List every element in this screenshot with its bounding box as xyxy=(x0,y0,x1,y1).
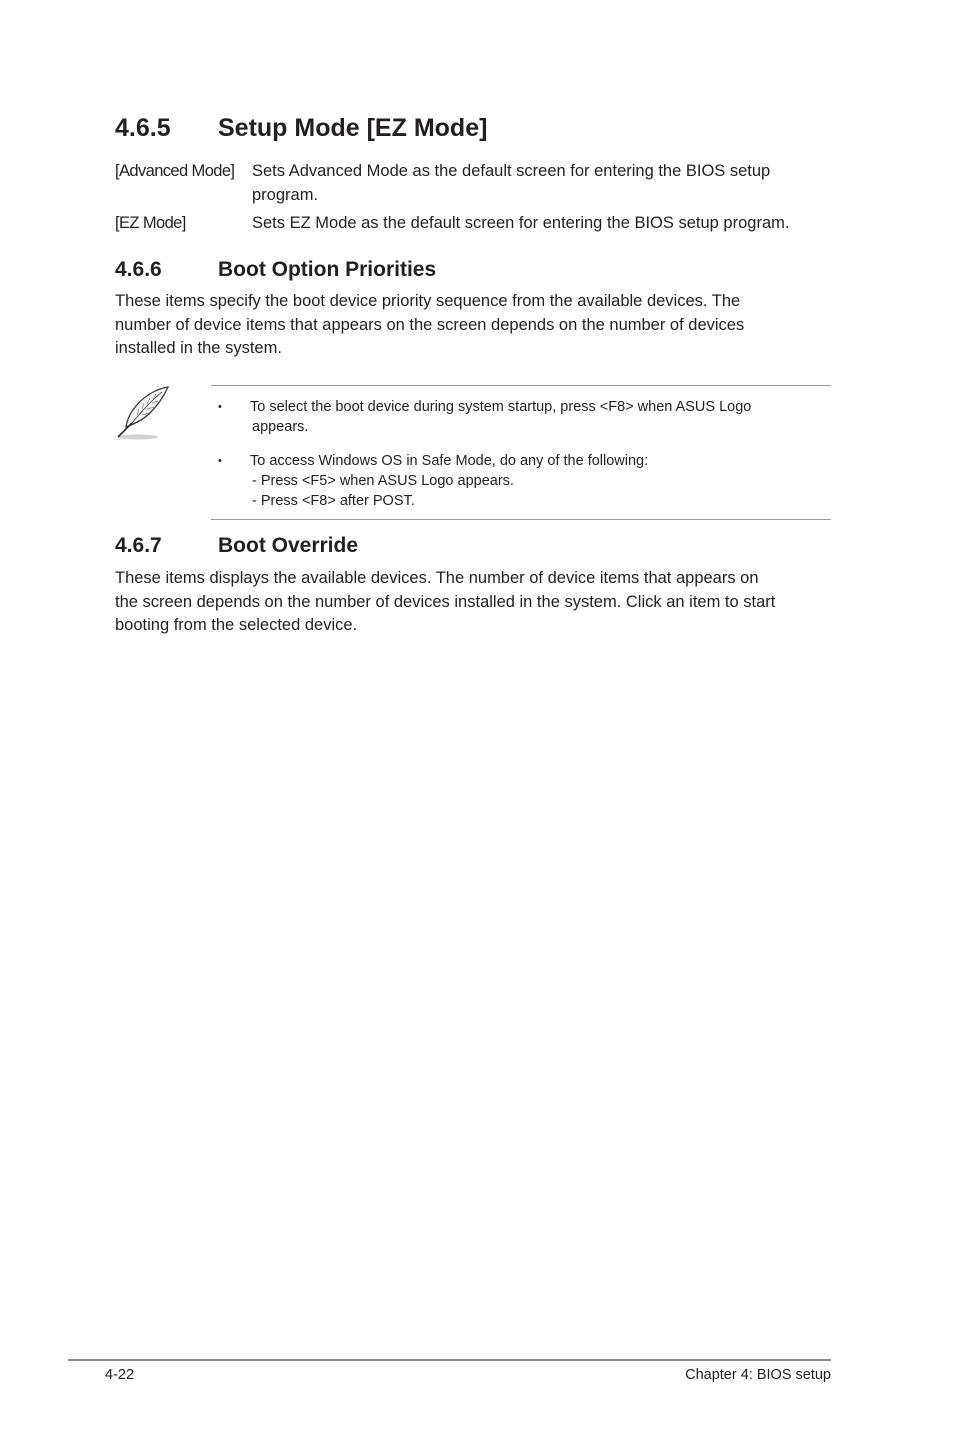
paragraph-line: installed in the system. xyxy=(115,339,282,357)
note-line: appears. xyxy=(252,419,309,435)
paragraph-line: These items specify the boot device priority sequence from the available devices. The xyxy=(115,292,741,310)
section-number: 4.6.5 xyxy=(115,114,171,142)
section-heading-setup-mode xyxy=(115,114,487,143)
note-top-rule xyxy=(211,385,831,386)
footer-rule xyxy=(68,1359,831,1361)
note-item-text xyxy=(250,397,810,437)
bullet: • xyxy=(218,455,222,467)
note-line: To select the boot device during system startup, press <F8> when ASUS Logo xyxy=(250,399,752,415)
section-number: 4.6.7 xyxy=(115,534,162,557)
option-key: [Advanced Mode] xyxy=(115,162,235,180)
note-line: To access Windows OS in Safe Mode, do any of the following: xyxy=(250,453,649,469)
note-feather-icon xyxy=(112,384,172,442)
paragraph-line: booting from the selected device. xyxy=(115,616,358,634)
section-paragraph xyxy=(115,290,825,361)
paragraph-line: the screen depends on the number of devices installed in the system. Click an item to start xyxy=(115,592,776,611)
section-title: Boot Option Priorities xyxy=(218,258,437,281)
section-paragraph xyxy=(115,567,825,638)
note-item xyxy=(218,397,828,439)
section-title: Setup Mode [EZ Mode] xyxy=(218,114,488,142)
chapter-title: Chapter 4: BIOS setup xyxy=(685,1367,831,1383)
paragraph-line: number of device items that appears on the screen depends on the number of devices xyxy=(115,315,745,334)
note-bottom-rule xyxy=(211,519,831,520)
option-description xyxy=(252,160,842,207)
option-description xyxy=(252,212,842,236)
bullet: • xyxy=(218,401,222,413)
option-key: [EZ Mode] xyxy=(115,214,186,232)
note-item-text xyxy=(250,451,810,511)
note-line: - Press <F5> when ASUS Logo appears. xyxy=(252,473,514,489)
note-item xyxy=(218,451,828,513)
option-advanced-mode xyxy=(115,160,835,208)
section-title: Boot Override xyxy=(218,534,359,557)
option-description-line: Sets EZ Mode as the default screen for entering the BIOS setup program. xyxy=(252,214,790,232)
note-line: - Press <F8> after POST. xyxy=(252,493,415,509)
option-ez-mode xyxy=(115,212,835,236)
section-number: 4.6.6 xyxy=(115,258,162,281)
section-heading-boot-option-priorities xyxy=(115,258,436,282)
option-description-line: Sets Advanced Mode as the default screen for entering the BIOS setup xyxy=(252,162,771,180)
option-description-line: program. xyxy=(252,185,319,204)
paragraph-line: These items displays the available devices. The number of device items that appears on xyxy=(115,569,759,587)
page-number: 4-22 xyxy=(105,1367,135,1383)
section-heading-boot-override xyxy=(115,534,358,558)
